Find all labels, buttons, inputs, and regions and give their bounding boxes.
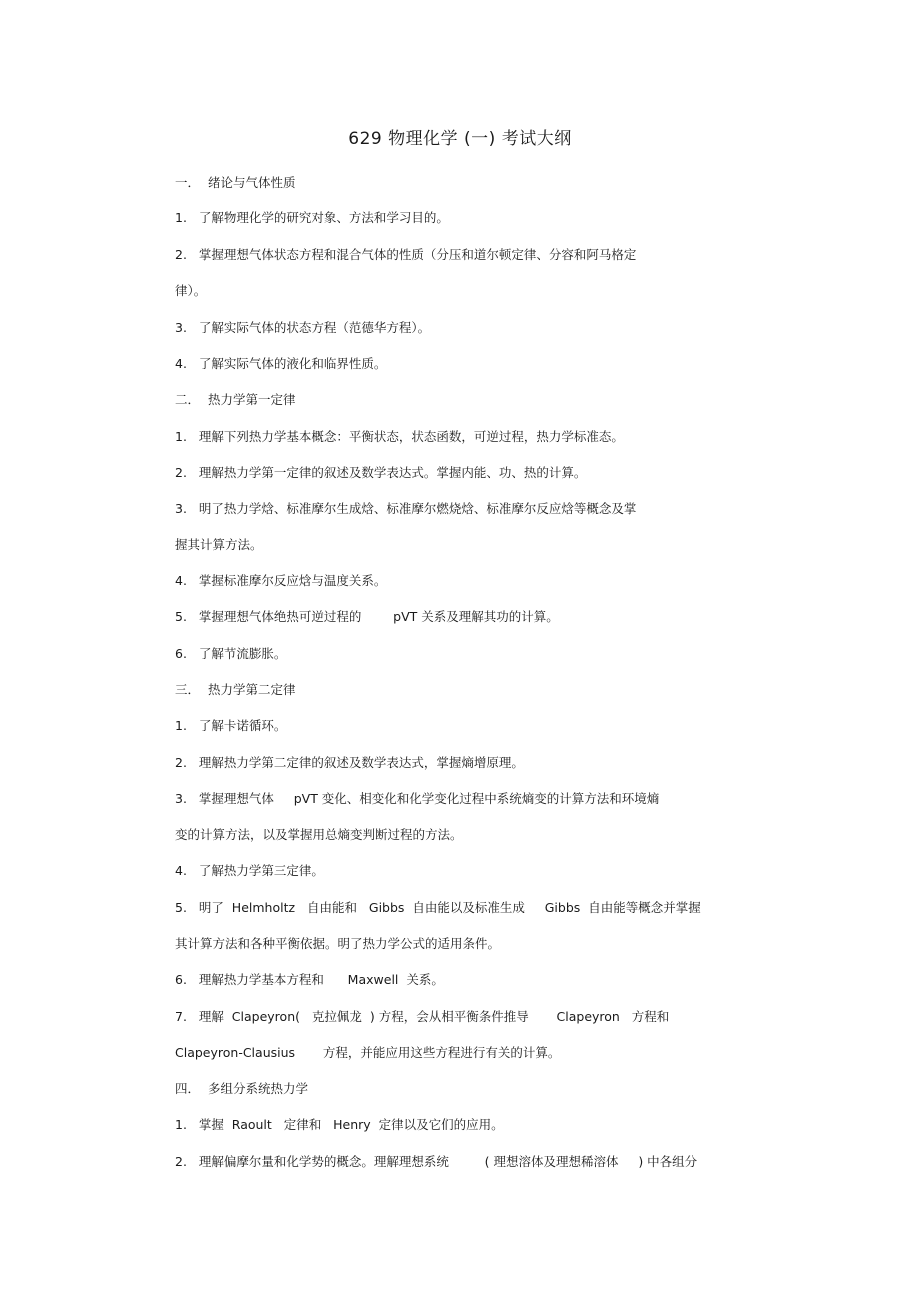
document-title: 629 物理化学 (一) 考试大纲 (348, 129, 572, 149)
outline-item-continued: Clapeyron-Clausius 方程，并能应用这些方程进行有关的计算。 (175, 1045, 561, 1060)
section-heading: 二． 热力学第一定律 (175, 392, 296, 407)
outline-item: 4. 了解热力学第三定律。 (175, 863, 324, 878)
section-heading: 四． 多组分系统热力学 (175, 1081, 308, 1096)
outline-item-continued: 其计算方法和各种平衡依据。明了热力学公式的适用条件。 (175, 936, 501, 951)
outline-item: 1. 理解下列热力学基本概念：平衡状态，状态函数，可逆过程，热力学标准态。 (175, 429, 624, 444)
section-heading: 一． 绪论与气体性质 (175, 175, 296, 190)
outline-item: 7. 理解 Clapeyron( 克拉佩龙 ) 方程，会从相平衡条件推导 Clapeyron 方程和 (175, 1009, 670, 1024)
outline-item: 4. 掌握标准摩尔反应焓与温度关系。 (175, 573, 387, 588)
outline-item: 3. 明了热力学焓、标准摩尔生成焓、标准摩尔燃烧焓、标准摩尔反应焓等概念及掌 (175, 501, 637, 516)
outline-item: 2. 理解偏摩尔量和化学势的概念。理解理想系统 ( 理想溶体及理想稀溶体 ) 中各组分 (175, 1154, 698, 1169)
outline-item: 2. 理解热力学第二定律的叙述及数学表达式，掌握熵增原理。 (175, 755, 524, 770)
outline-item: 1. 掌握 Raoult 定律和 Henry 定律以及它们的应用。 (175, 1117, 504, 1132)
outline-item: 4. 了解实际气体的液化和临界性质。 (175, 356, 387, 371)
outline-item: 6. 了解节流膨胀。 (175, 646, 287, 661)
outline-item: 2. 掌握理想气体状态方程和混合气体的性质（分压和道尔顿定律、分容和阿马格定 (175, 247, 637, 262)
outline-item-continued: 变的计算方法，以及掌握用总熵变判断过程的方法。 (175, 827, 463, 842)
outline-item: 3. 掌握理想气体 pVT 变化、相变化和化学变化过程中系统熵变的计算方法和环境熵 (175, 791, 660, 806)
section-heading: 三． 热力学第二定律 (175, 682, 296, 697)
outline-item: 1. 了解卡诺循环。 (175, 718, 287, 733)
outline-item: 3. 了解实际气体的状态方程（范德华方程）。 (175, 320, 431, 335)
outline-item: 1. 了解物理化学的研究对象、方法和学习目的。 (175, 210, 449, 225)
outline-item: 5. 掌握理想气体绝热可逆过程的 pVT 关系及理解其功的计算。 (175, 609, 559, 624)
outline-item: 2. 理解热力学第一定律的叙述及数学表达式。掌握内能、功、热的计算。 (175, 465, 587, 480)
outline-item: 5. 明了 Helmholtz 自由能和 Gibbs 自由能以及标准生成 Gibbs 自由能等概念并掌握 (175, 900, 701, 915)
outline-item-continued: 律）。 (175, 283, 207, 298)
outline-item: 6. 理解热力学基本方程和 Maxwell 关系。 (175, 972, 444, 987)
outline-item-continued: 握其计算方法。 (175, 537, 263, 552)
